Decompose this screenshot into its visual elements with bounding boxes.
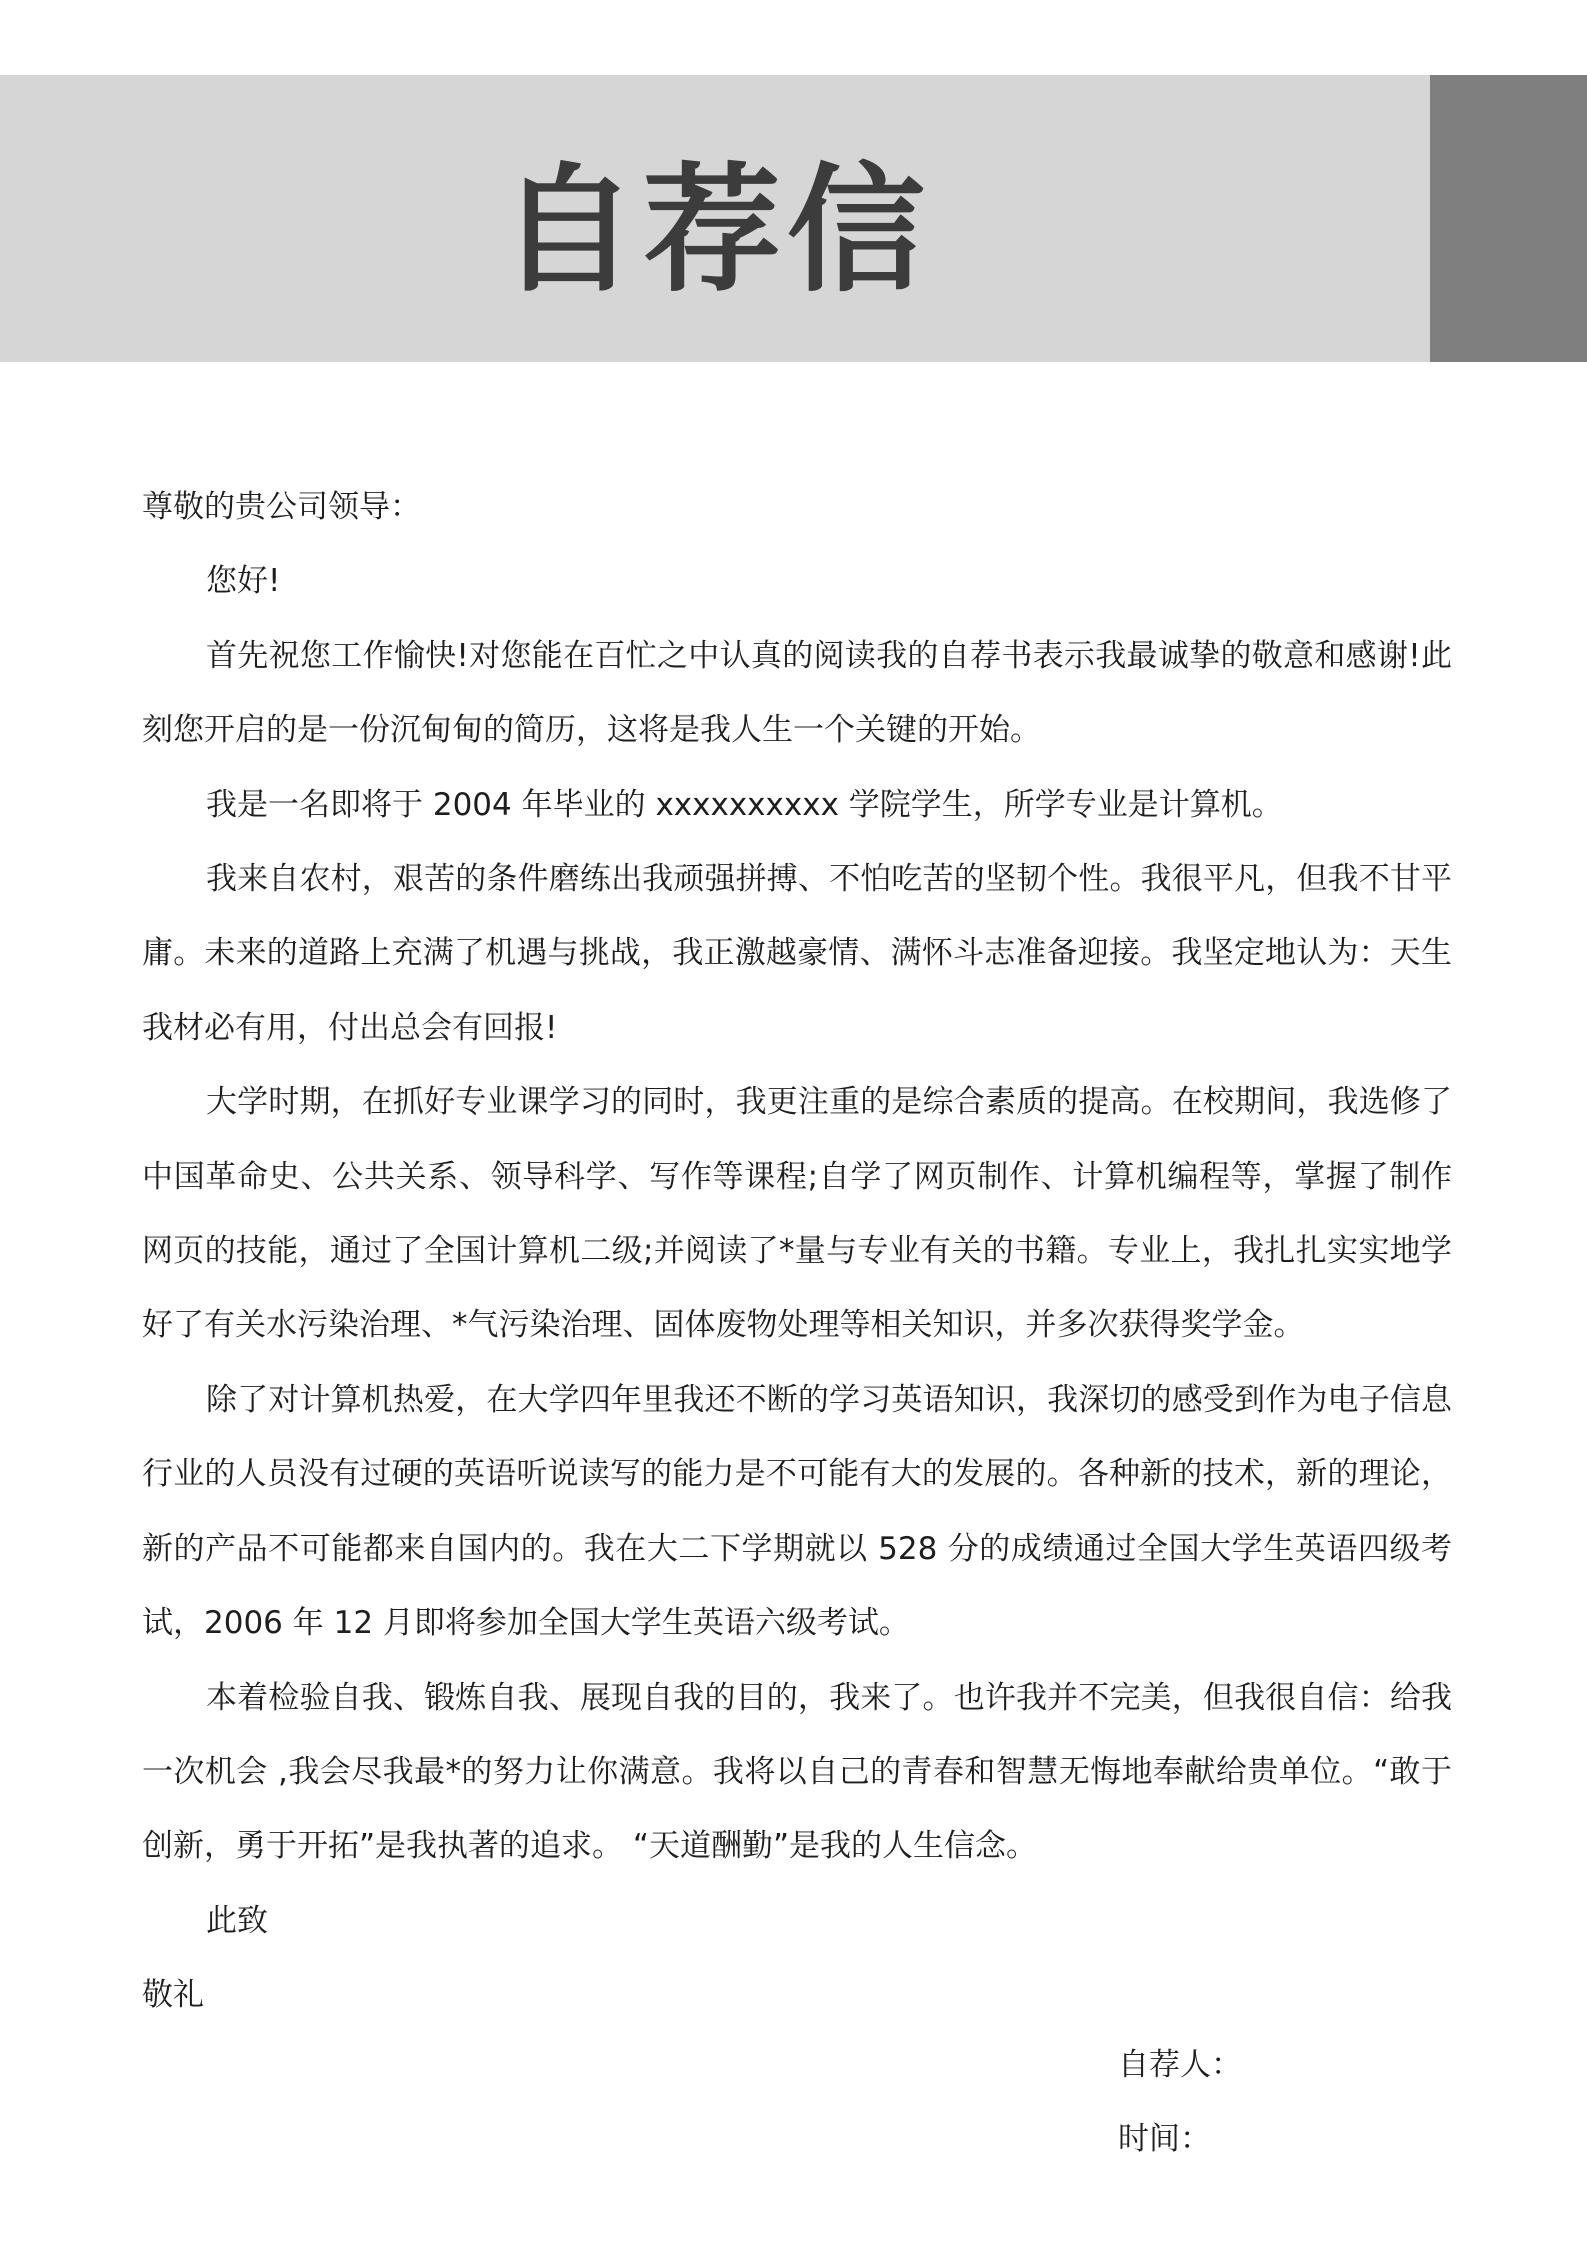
page-title: 自荐信 <box>498 149 931 311</box>
recommender-label: 自荐人： <box>1118 2047 1242 2083</box>
paragraph-intro: 我是一名即将于 2004 年毕业的 xxxxxxxxxx 学院学生，所学专业是计算机。 <box>206 786 1283 823</box>
letter-body <box>142 470 1452 2033</box>
closing-salute: 敬礼 <box>142 1977 204 2014</box>
date-label: 时间： <box>1118 2121 1211 2158</box>
paragraph-conclusion: 本着检验自我、锻炼自我、展现自我的目的，我来了。也许我并不完美，但我很自信：给我一次机会 ,我会尽我最*的努力让你满意。我将以自己的青春和智慧无悔地奉献给贵单位。“敢于创新，勇于开拓”是我执著的追求。 “天道酬勤”是我的人生信念。 <box>142 1679 1452 1865</box>
paragraph-background: 我来自农村，艰苦的条件磨练出我顽强拼搏、不怕吃苦的坚韧个性。我很平凡，但我不甘平庸。未来的道路上充满了机遇与挑战，我正激越豪情、满怀斗志准备迎接。我坚定地认为：天生我材必有用，付出总会有回报! <box>142 861 1452 1046</box>
signature-block <box>1118 2028 1242 2177</box>
greeting: 您好! <box>206 563 281 600</box>
paragraph-university: 大学时期，在抓好专业课学习的同时，我更注重的是综合素质的提高。在校期间，我选修了中国革命史、公共关系、领导科学、写作等课程;自学了网页制作、计算机编程等，掌握了制作网页的技能，通过了全国计算机二级;并阅读了*量与专业有关的书籍。专业上，我扎扎实实地学好了有关水污染治理、*气污染治理、固体废物处理等相关知识，并多次获得奖学金。 <box>142 1084 1452 1344</box>
salutation: 尊敬的贵公司领导： <box>142 489 421 525</box>
banner-accent-block <box>1430 75 1587 362</box>
paragraph-english: 除了对计算机热爱，在大学四年里我还不断的学习英语知识，我深切的感受到作为电子信息行业的人员没有过硬的英语听说读写的能力是不可能有大的发展的。各种新的技术，新的理论，新的产品不可能都来自国内的。我在大二下学期就以 528 分的成绩通过全国大学生英语四级考试，2006 年 12 月即将参加全国大学生英语六级考试。 <box>142 1381 1452 1642</box>
paragraph-thanks: 首先祝您工作愉快!对您能在百忙之中认真的阅读我的自荐书表示我最诚挚的敬意和感谢!此刻您开启的是一份沉甸甸的简历，这将是我人生一个关键的开始。 <box>142 637 1452 749</box>
header-banner <box>0 75 1587 362</box>
closing-regards: 此致 <box>206 1902 268 1939</box>
